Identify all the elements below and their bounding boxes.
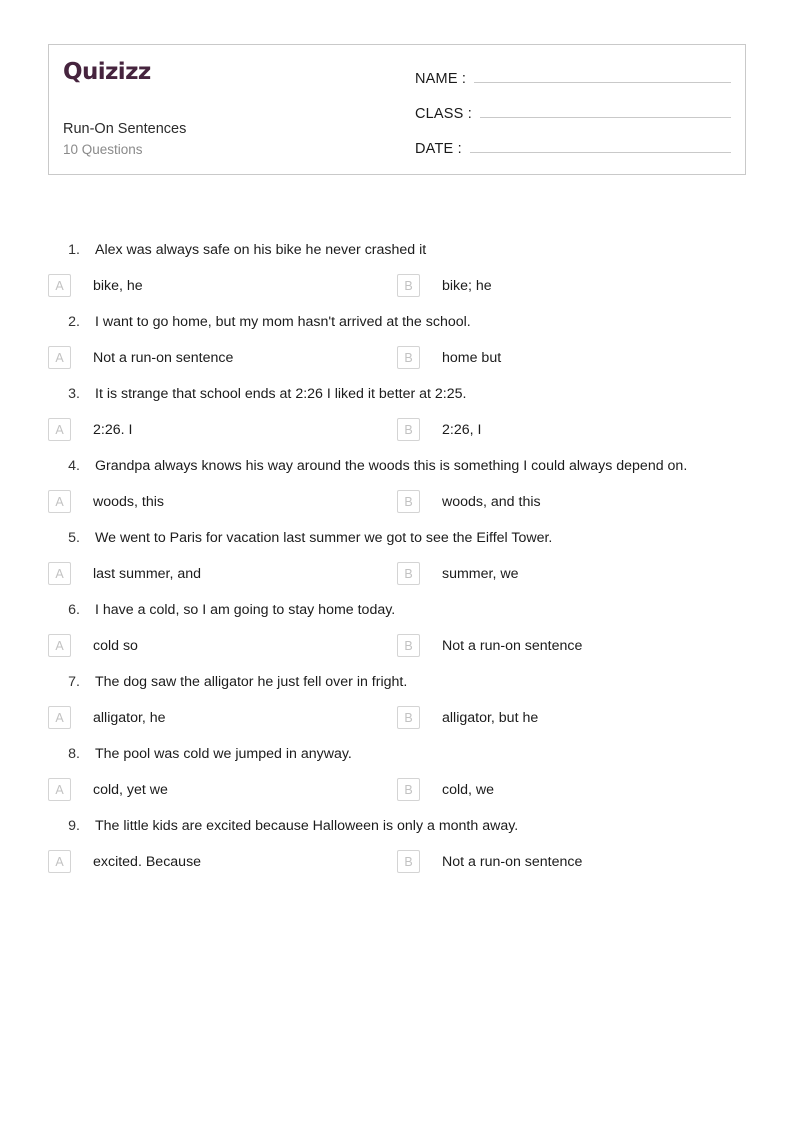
options-row [48, 490, 746, 513]
option-letter-b: B [397, 490, 420, 513]
option-a-text: bike, he [93, 277, 143, 294]
option-letter-a: A [48, 706, 71, 729]
option-letter-b: B [397, 274, 420, 297]
class-field-label: CLASS : [415, 106, 473, 122]
question-text: The pool was cold we jumped in anyway. [95, 746, 352, 762]
option-letter-a: A [48, 850, 71, 873]
option-a-text: alligator, he [93, 709, 166, 726]
question-row [48, 454, 746, 478]
name-field-label: NAME : [415, 71, 467, 87]
options-row [48, 418, 746, 441]
option-letter-b: B [397, 418, 420, 441]
option-a[interactable] [48, 490, 397, 513]
option-letter-b: B [397, 634, 420, 657]
worksheet-header-card [48, 44, 746, 175]
question-text: Grandpa always knows his way around the woods this is something I could always depend on. [95, 458, 688, 474]
option-letter-a: A [48, 490, 71, 513]
option-a[interactable] [48, 274, 397, 297]
question-number: 8. [68, 746, 80, 762]
option-a[interactable] [48, 634, 397, 657]
question-row [48, 670, 746, 694]
question-number: 4. [68, 458, 80, 474]
options-row [48, 274, 746, 297]
class-field-row [415, 100, 731, 126]
option-a-text: Not a run-on sentence [93, 349, 234, 366]
question-number: 3. [68, 386, 80, 402]
option-a[interactable] [48, 418, 397, 441]
option-b-text: Not a run-on sentence [442, 637, 583, 654]
question-block [48, 310, 746, 369]
question-block [48, 526, 746, 585]
option-b[interactable] [397, 490, 746, 513]
date-input[interactable] [470, 135, 731, 153]
option-b-text: woods, and this [442, 493, 541, 510]
header-left-section [49, 45, 409, 174]
options-row [48, 562, 746, 585]
option-letter-b: B [397, 346, 420, 369]
option-b[interactable] [397, 346, 746, 369]
option-b[interactable] [397, 562, 746, 585]
question-count-label: 10 Questions [63, 142, 143, 158]
option-b-text: alligator, but he [442, 709, 539, 726]
option-b-text: home but [442, 349, 502, 366]
question-row [48, 742, 746, 766]
question-text: Alex was always safe on his bike he never crashed it [95, 242, 427, 258]
options-row [48, 634, 746, 657]
name-input[interactable] [474, 65, 731, 83]
option-letter-a: A [48, 346, 71, 369]
option-letter-a: A [48, 274, 71, 297]
option-b-text: summer, we [442, 565, 519, 582]
question-row [48, 814, 746, 838]
question-number: 5. [68, 530, 80, 546]
option-b-text: 2:26, I [442, 421, 482, 438]
option-a[interactable] [48, 778, 397, 801]
question-row [48, 310, 746, 334]
option-a-text: cold, yet we [93, 781, 168, 798]
option-a[interactable] [48, 346, 397, 369]
option-b[interactable] [397, 634, 746, 657]
quiz-title-block [63, 119, 186, 160]
question-row [48, 382, 746, 406]
option-letter-a: A [48, 562, 71, 585]
date-field-row [415, 135, 731, 161]
question-text: It is strange that school ends at 2:26 I liked it better at 2:25. [95, 386, 467, 402]
question-text: The dog saw the alligator he just fell over in fright. [95, 674, 408, 690]
options-row [48, 778, 746, 801]
date-field-label: DATE : [415, 141, 462, 157]
question-block [48, 742, 746, 801]
question-text: We went to Paris for vacation last summer we got to see the Eiffel Tower. [95, 530, 553, 546]
option-letter-b: B [397, 850, 420, 873]
option-a[interactable] [48, 850, 397, 873]
question-text: I want to go home, but my mom hasn't arrived at the school. [95, 314, 471, 330]
options-row [48, 346, 746, 369]
option-b-text: Not a run-on sentence [442, 853, 583, 870]
question-block [48, 670, 746, 729]
option-b[interactable] [397, 274, 746, 297]
question-number: 7. [68, 674, 80, 690]
question-row [48, 526, 746, 550]
options-row [48, 850, 746, 873]
question-row [48, 238, 746, 262]
option-a-text: last summer, and [93, 565, 202, 582]
question-number: 6. [68, 602, 80, 618]
question-text: I have a cold, so I am going to stay home today. [95, 602, 396, 618]
page-title: Run-On Sentences [63, 121, 187, 138]
question-row [48, 598, 746, 622]
option-b[interactable] [397, 850, 746, 873]
option-b[interactable] [397, 706, 746, 729]
question-number: 9. [68, 818, 80, 834]
option-a[interactable] [48, 706, 397, 729]
name-field-row [415, 65, 731, 91]
option-a-text: woods, this [93, 493, 164, 510]
option-letter-a: A [48, 634, 71, 657]
option-letter-a: A [48, 418, 71, 441]
question-block [48, 598, 746, 657]
options-row [48, 706, 746, 729]
quizizz-logo: Quizizz [63, 59, 151, 85]
option-letter-b: B [397, 706, 420, 729]
question-text: The little kids are excited because Halloween is only a month away. [95, 818, 519, 834]
option-a-text: excited. Because [93, 853, 202, 870]
option-letter-b: B [397, 778, 420, 801]
option-b-text: cold, we [442, 781, 495, 798]
question-block [48, 382, 746, 441]
option-letter-b: B [397, 562, 420, 585]
student-info-fields [409, 45, 745, 174]
option-b-text: bike; he [442, 277, 492, 294]
option-a-text: 2:26. I [93, 421, 133, 438]
option-a[interactable] [48, 562, 397, 585]
option-letter-a: A [48, 778, 71, 801]
questions-list [48, 238, 746, 886]
question-block [48, 454, 746, 513]
option-a-text: cold so [93, 637, 138, 654]
question-number: 1. [68, 242, 80, 258]
question-number: 2. [68, 314, 80, 330]
class-input[interactable] [480, 100, 731, 118]
option-b[interactable] [397, 418, 746, 441]
question-block [48, 238, 746, 297]
option-b[interactable] [397, 778, 746, 801]
question-block [48, 814, 746, 873]
